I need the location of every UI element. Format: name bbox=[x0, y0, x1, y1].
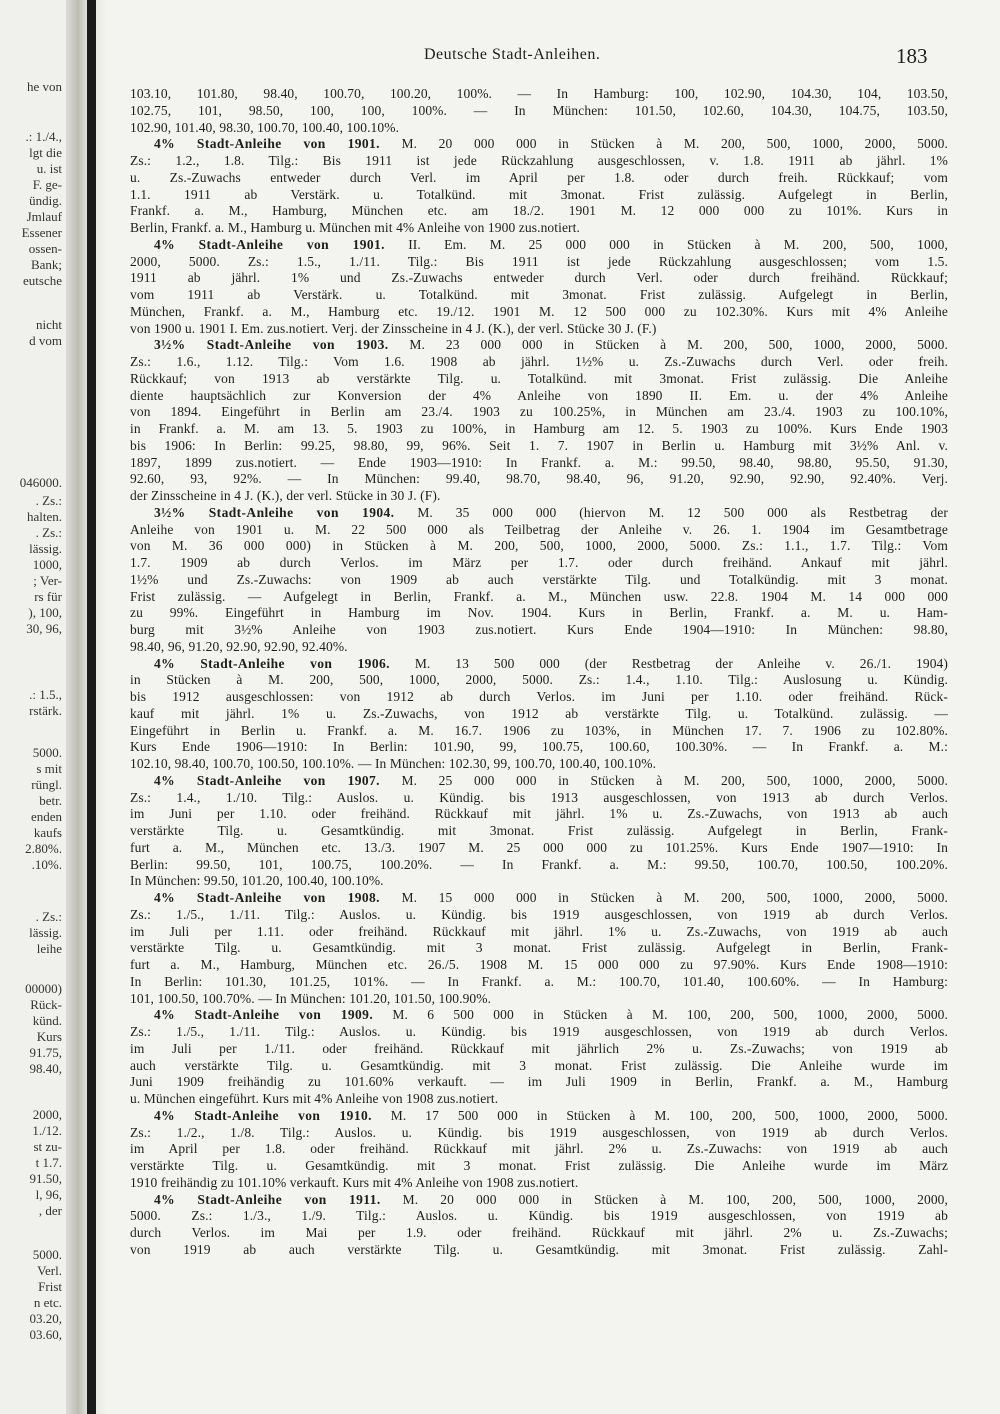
text-line bbox=[130, 220, 948, 237]
adjacent-page-fragment: u. ist bbox=[36, 161, 62, 176]
adjacent-page-fragment: 30, 96, bbox=[26, 621, 62, 636]
text-line bbox=[130, 873, 948, 890]
line-text: von 1900 u. 1901 I. Em. zus.notiert. Verj. der Zinsscheine in 4 J. (K.), der verl. Stücke 30 J. (F.) bbox=[130, 320, 657, 336]
line-text: 103.10, 101.80, 98.40, 100.70, 100.20, 100%. — In Hamburg: 100, 102.90, 104.30, 104, 103.50, bbox=[130, 86, 948, 101]
line-text: 1910 freihändig zu 101.10% verkauft. Kurs mit 4% Anleihe von 1908 zus.notiert. bbox=[130, 1174, 579, 1190]
adjacent-page-fragment: Frist bbox=[38, 1279, 62, 1294]
adjacent-page-fragment: 91.50, bbox=[29, 1171, 62, 1186]
line-text: durch Verlos. im Mai per 1.9. oder freihänd. Rückkauf mit jährl. 2% u. Zs.-Zuwachs; bbox=[130, 1225, 948, 1240]
line-text: Zs.: 1./5., 1./11. Tilg.: Auslos. u. Kündig. bis 1919 ausgeschlossen, von 1919 ab durch Verlos. bbox=[130, 906, 948, 922]
line-text: 1911 ab jährl. 1% und Zs.-Zuwachs entweder durch Verl. oder durch freihänd. Rückkauf; bbox=[130, 270, 948, 286]
adjacent-page-fragment: kaufs bbox=[33, 825, 62, 840]
adjacent-page-fragment: .10%. bbox=[31, 857, 62, 872]
loan-heading: 4% Stadt-Anleihe von 1910. bbox=[154, 1107, 372, 1123]
line-text: Kurs Ende 1906—1910: In Berlin: 101.90, 99, 100.75, 100.60, 100.30%. — In Frankf. a. M.: bbox=[130, 739, 948, 755]
text-line bbox=[130, 622, 948, 639]
adjacent-page-fragment: rstärk. bbox=[29, 703, 62, 718]
adjacent-page-fragment: 00000) bbox=[25, 981, 62, 996]
text-line bbox=[130, 823, 948, 840]
text-line bbox=[130, 739, 948, 756]
adjacent-page-fragment: st zu- bbox=[33, 1139, 62, 1154]
text-line bbox=[130, 254, 948, 271]
line-text: verstärkte Tilg. u. Gesamtkündig. mit 3monat. Frist zulässig. Aufgelegt in Berlin, Frank- bbox=[130, 823, 948, 838]
line-text: M. 17 500 000 in Stücken à M. 100, 200, 500, 1000, 2000, 5000. bbox=[371, 1107, 948, 1123]
text-line bbox=[130, 857, 948, 874]
text-line bbox=[130, 723, 948, 740]
adjacent-page-fragment: 1./12. bbox=[32, 1123, 62, 1138]
loan-heading: 4% Stadt-Anleihe von 1901. bbox=[154, 136, 380, 152]
text-line bbox=[130, 321, 948, 338]
line-text: M. 15 000 000 in Stücken à M. 200, 500, 1000, 2000, 5000. bbox=[379, 890, 948, 905]
line-text: Rückkauf; von 1913 ab verstärkte Tilg. u. Totalkünd. mit 3monat. Frist zulässig. Die Anleihe bbox=[130, 370, 948, 386]
adjacent-page-fragment: halten. bbox=[26, 509, 62, 524]
adjacent-page-fragment: .: 1./4., bbox=[25, 129, 62, 144]
text-line bbox=[130, 790, 948, 807]
text-line bbox=[130, 605, 948, 622]
adjacent-page-fragment: leihe bbox=[36, 941, 62, 956]
adjacent-page-strip bbox=[0, 0, 66, 1414]
spine-shadow bbox=[87, 0, 96, 1414]
section-heading-line bbox=[130, 505, 948, 522]
section-heading-line bbox=[130, 337, 948, 354]
adjacent-page-fragment: betr. bbox=[39, 793, 62, 808]
line-text: 1897, 1899 zus.notiert. — Ende 1903—1910: In Frankf. a. M.: 99.50, 98.40, 98.80, 95.50, 91.30, bbox=[130, 454, 948, 470]
line-text: Eingeführt in Berlin u. Frankf. a. M. 16.7. 1906 zu 103%, in München 17. 7. 1906 zu 102.80%. bbox=[130, 722, 948, 738]
text-line bbox=[130, 471, 948, 488]
adjacent-page-fragment: . Zs.: bbox=[35, 493, 62, 508]
line-text: in Frankf. a. M. am 13. 5. 1903 zu 100%, in Hamburg am 12. 5. 1903 zu 100%. Kurs Ende 1903 bbox=[130, 421, 948, 436]
line-text: Berlin, Frankf. a. M., Hamburg u. München mit 4% Anleihe von 1900 zus.notiert. bbox=[130, 220, 580, 235]
adjacent-page-fragment: enden bbox=[30, 809, 62, 824]
text-line bbox=[130, 304, 948, 321]
line-text: M. 20 000 000 in Stücken à M. 200, 500, 1000, 2000, 5000. bbox=[379, 136, 948, 152]
page-number: 183 bbox=[896, 44, 928, 68]
text-line bbox=[130, 371, 948, 388]
text-line bbox=[130, 957, 948, 974]
text-line bbox=[130, 1175, 948, 1192]
section-heading-line bbox=[130, 773, 948, 790]
adjacent-page-fragment: 98.40, bbox=[29, 1061, 62, 1076]
adjacent-page-fragment: 91.75, bbox=[29, 1045, 62, 1060]
adjacent-page-fragment: . Zs.: bbox=[35, 909, 62, 924]
line-text: 1.1. 1911 ab Verstärk. u. Totalkünd. mit 3monat. Frist zulässig. Aufgelegt in Berlin, bbox=[130, 186, 948, 202]
line-text: M. 6 500 000 in Stücken à M. 100, 200, 500, 1000, 2000, 5000. bbox=[373, 1007, 948, 1023]
line-text: bis 1906: In Berlin: 99.25, 98.80, 99, 96%. Seit 1. 7. 1907 in Berlin u. Hamburg mit 3½% Anl. v. bbox=[130, 437, 948, 453]
line-text: u. München eingeführt. Kurs mit 4% Anleihe von 1908 zus.notiert. bbox=[130, 1091, 499, 1106]
text-line bbox=[130, 1225, 948, 1242]
text-line bbox=[130, 1242, 948, 1259]
adjacent-page-fragment: ossen- bbox=[28, 241, 62, 256]
line-text: von 1919 ab auch verstärkte Tilg. u. Gesamtkündig. mit 3monat. Frist zulässig. Zahl- bbox=[130, 1241, 948, 1257]
loan-heading: 4% Stadt-Anleihe von 1908. bbox=[154, 890, 380, 905]
adjacent-page-fragment: , der bbox=[38, 1203, 62, 1218]
line-text: In Berlin: 101.30, 101.25, 101%. — In Frankf. a. M.: 100.70, 101.40, 100.60%. — In Hamburg: bbox=[130, 973, 948, 989]
adjacent-page-fragment: s mit bbox=[36, 761, 62, 776]
adjacent-page-fragment: 5000. bbox=[32, 745, 62, 760]
line-text: bis 1912 ausgeschlossen: von 1912 ab durch Verlos. im Juni per 1.10. oder freihänd. Rück- bbox=[130, 689, 948, 704]
book-gutter bbox=[66, 0, 106, 1414]
adjacent-page-fragment: eutsche bbox=[23, 273, 62, 288]
text-line bbox=[130, 270, 948, 287]
text-line bbox=[130, 287, 948, 304]
text-line bbox=[130, 672, 948, 689]
line-text: 102.90, 101.40, 98.30, 100.70, 100.40, 100.10%. bbox=[130, 119, 400, 135]
line-text: Zs.: 1./2., 1./8. Tilg.: Auslos. u. Kündig. bis 1919 ausgeschlossen, von 1919 ab durch Verlos. bbox=[130, 1124, 948, 1140]
text-line bbox=[130, 1024, 948, 1041]
section-heading-line bbox=[130, 136, 948, 153]
adjacent-page-fragment: 1000, bbox=[32, 557, 62, 572]
line-text: M. 20 000 000 in Stücken à M. 100, 200, 500, 1000, 2000, bbox=[380, 1191, 948, 1207]
text-line bbox=[130, 187, 948, 204]
adjacent-page-fragment: ündig. bbox=[29, 193, 62, 208]
adjacent-page-fragment: he von bbox=[26, 79, 62, 94]
line-text: Frist zulässig. — Aufgelegt in Berlin, Frankf. a. M., München usw. 22.8. 1904 M. 14 000 000 bbox=[130, 588, 948, 604]
adjacent-page-fragment: nicht bbox=[36, 317, 62, 332]
adjacent-page-fragment: ; Ver- bbox=[33, 573, 62, 588]
line-text: Juni 1909 freihändig zu 101.60% verkauft. — im Juli 1909 in Berlin, Frankf. a. M., Hamburg bbox=[130, 1074, 948, 1090]
loan-heading: 4% Stadt-Anleihe von 1911. bbox=[154, 1191, 381, 1207]
text-line bbox=[130, 1125, 948, 1142]
adjacent-page-fragment: d vom bbox=[29, 333, 62, 348]
text-line bbox=[130, 86, 948, 103]
line-text: im Juli per 1./11. oder freihänd. Rückkauf mit jährlich 2% u. Zs.-Zuwachs; von 1919 ab bbox=[130, 1040, 948, 1056]
adjacent-page-fragment: Rück- bbox=[30, 997, 62, 1012]
text-line bbox=[130, 940, 948, 957]
line-text: von M. 36 000 000) in Stücken à M. 200, 500, 1000, 2000, 5000. Zs.: 1.1., 1.7. Tilg.: Vom bbox=[130, 538, 948, 554]
adjacent-page-fragment: n etc. bbox=[33, 1295, 62, 1310]
adjacent-page-fragment: t 1.7. bbox=[35, 1155, 62, 1170]
adjacent-page-fragment: l, 96, bbox=[35, 1187, 62, 1202]
adjacent-page-fragment: Jmlauf bbox=[26, 209, 62, 224]
text-line bbox=[130, 120, 948, 137]
text-line bbox=[130, 589, 948, 606]
text-line bbox=[130, 170, 948, 187]
text-line bbox=[130, 522, 948, 539]
text-line bbox=[130, 639, 948, 656]
line-text: auch verstärkte Tilg. u. Gesamtkündig. mit 3 monat. Frist zulässig. Die Anleihe wurde im bbox=[130, 1057, 948, 1073]
text-line bbox=[130, 404, 948, 421]
adjacent-page-fragment: . Zs.: bbox=[35, 525, 62, 540]
section-heading-line bbox=[130, 1007, 948, 1024]
section-heading-line bbox=[130, 237, 948, 254]
line-text: zu 99%. Eingeführt in Hamburg im Nov. 1904. Kurs in Berlin, Frankf. a. M. u. Ham- bbox=[130, 605, 948, 621]
adjacent-page-fragment: Kurs bbox=[36, 1029, 62, 1044]
line-text: 1.7. 1909 ab durch Verlos. im März per 1.7. oder durch freihänd. Ankauf mit jährl. bbox=[130, 555, 948, 570]
text-line bbox=[130, 153, 948, 170]
loan-heading: 4% Stadt-Anleihe von 1901. bbox=[154, 236, 385, 252]
line-text: M. 23 000 000 in Stücken à M. 200, 500, 1000, 2000, 5000. bbox=[388, 337, 948, 353]
loan-heading: 4% Stadt-Anleihe von 1906. bbox=[154, 655, 390, 671]
line-text: verstärkte Tilg. u. Gesamtkündig. mit 3 monat. Frist zulässig. Die Anleihe wurde im März bbox=[130, 1158, 948, 1173]
loan-heading: 4% Stadt-Anleihe von 1907. bbox=[154, 772, 380, 788]
line-text: vom 1911 ab Verstärk. u. Totalkünd. mit 3monat. Frist zulässig. Aufgelegt in Berlin, bbox=[130, 287, 948, 302]
line-text: M. 13 500 000 (der Restbetrag der Anleihe v. 26./1. 1904) bbox=[389, 655, 948, 671]
text-line bbox=[130, 1091, 948, 1108]
adjacent-page-fragment: Verl. bbox=[37, 1263, 62, 1278]
line-text: M. 35 000 000 (hiervon M. 12 500 000 als Restbetrag der bbox=[394, 504, 948, 520]
text-line bbox=[130, 103, 948, 120]
line-text: Frankf. a. M., Hamburg, München etc. am 18./2. 1901 M. 12 000 000 zu 101%. Kurs in bbox=[130, 203, 948, 219]
line-text: furt a. M., München etc. 13./3. 1907 M. 25 000 000 zu 101.25%. Kurs Ende 1907—1910: In bbox=[130, 839, 948, 855]
body-text bbox=[130, 86, 948, 1259]
line-text: 92.60, 93, 92%. — In München: 99.40, 98.70, 98.40, 96, 91.20, 92.90, 92.90, 92.40%. Verj. bbox=[130, 471, 948, 487]
line-text: u. Zs.-Zuwachs entweder durch Verl. im April per 1.8. oder durch freih. Rückkauf; vom bbox=[130, 169, 948, 185]
adjacent-page-fragment: Essener bbox=[21, 225, 62, 240]
running-title: Deutsche Stadt-Anleihen. bbox=[424, 46, 601, 63]
adjacent-page-fragment: F. ge- bbox=[32, 177, 62, 192]
text-line bbox=[130, 991, 948, 1008]
text-line bbox=[130, 1208, 948, 1225]
adjacent-page-fragment: .: 1.5., bbox=[29, 687, 62, 702]
line-text: 1½% und Zs.-Zuwachs: von 1909 ab auch verstärkte Tilg. und Totalkündig. mit 3 monat. bbox=[130, 571, 948, 587]
line-text: furt a. M., Hamburg, München etc. 26./5. 1908 M. 15 000 000 zu 97.90%. Kurs Ende 1908—1910: bbox=[130, 957, 948, 972]
text-line bbox=[130, 455, 948, 472]
text-line bbox=[130, 806, 948, 823]
section-heading-line bbox=[130, 656, 948, 673]
line-text: verstärkte Tilg. u. Gesamtkündig. mit 3 monat. Frist zulässig. Aufgelegt in Berlin, Frank- bbox=[130, 940, 948, 956]
loan-heading: 4% Stadt-Anleihe von 1909. bbox=[154, 1007, 374, 1023]
adjacent-page-fragment: 2000, bbox=[32, 1107, 62, 1122]
adjacent-page-fragment: ), 100, bbox=[28, 605, 62, 620]
text-line bbox=[130, 1074, 948, 1091]
line-text: II. Em. M. 25 000 000 in Stücken à M. 200, 500, 1000, bbox=[384, 236, 948, 252]
adjacent-page-fragment: lässig. bbox=[29, 541, 62, 556]
line-text: kauf mit jährl. 1% u. Zs.-Zuwachs, von 1912 ab verstärkte Tilg. u. Totalkünd. zulässig. — bbox=[130, 705, 948, 721]
line-text: 2000, 5000. Zs.: 1.5., 1./11. Tilg.: Bis 1911 ist jede Rückzahlung ausgeschlossen; vom 1.5. bbox=[130, 253, 948, 269]
text-line bbox=[130, 1158, 948, 1175]
text-line bbox=[130, 538, 948, 555]
document-page bbox=[106, 0, 1000, 1414]
page-header bbox=[106, 46, 1000, 70]
line-text: 98.40, 96, 91.20, 92.90, 92.90, 92.40%. bbox=[130, 638, 348, 654]
line-text: von 1894. Eingeführt in Berlin am 23./4. 1903 zu 100.25%, in München am 23./4. 1903 zu 100.10%, bbox=[130, 404, 948, 420]
text-line bbox=[130, 1141, 948, 1158]
line-text: In München: 99.50, 101.20, 100.40, 100.10%. bbox=[130, 873, 384, 889]
line-text: der Zinsscheine in 4 J. (K.), der verl. Stücke in 30 J. (F). bbox=[130, 488, 441, 503]
text-line bbox=[130, 756, 948, 773]
text-line bbox=[130, 203, 948, 220]
text-line bbox=[130, 421, 948, 438]
text-line bbox=[130, 689, 948, 706]
line-text: Zs.: 1.6., 1.12. Tilg.: Vom 1.6. 1908 ab jährl. 1½% u. Zs.-Zuwachs durch Verl. oder freih. bbox=[130, 354, 948, 369]
line-text: München, Frankf. a. M., Hamburg etc. 19./12. 1901 M. 12 500 000 zu 102.30%. Kurs mit 4% Anleihe bbox=[130, 303, 948, 319]
line-text: im Juni per 1.10. oder freihänd. Rückkauf mit jährl. 1% u. Zs.-Zuwachs, von 1913 ab auch bbox=[130, 806, 948, 822]
text-line bbox=[130, 706, 948, 723]
line-text: Zs.: 1.2., 1.8. Tilg.: Bis 1911 ist jede Rückzahlung ausgeschlossen, v. 1.8. 1911 ab jährl. 1% bbox=[130, 153, 948, 168]
line-text: Zs.: 1.4., 1./10. Tilg.: Auslos. u. Kündig. bis 1913 ausgeschlossen, von 1913 ab durch Verlos. bbox=[130, 789, 948, 805]
text-line bbox=[130, 555, 948, 572]
adjacent-page-fragment: 03.60, bbox=[29, 1327, 62, 1342]
text-line bbox=[130, 388, 948, 405]
line-text: im April per 1.8. oder freihänd. Rückkauf mit jährl. 2% u. Zs.-Zuwachs: von 1919 ab auch bbox=[130, 1141, 948, 1157]
text-line bbox=[130, 488, 948, 505]
adjacent-page-fragment: künd. bbox=[32, 1013, 62, 1028]
text-line bbox=[130, 1041, 948, 1058]
adjacent-page-fragment: 5000. bbox=[32, 1247, 62, 1262]
adjacent-page-fragment: rüngl. bbox=[31, 777, 62, 792]
line-text: 102.75, 101, 98.50, 100, 100, 100%. — In München: 101.50, 102.60, 104.30, 104.75, 103.50, bbox=[130, 102, 948, 118]
adjacent-page-fragment: rs für bbox=[34, 589, 62, 604]
text-line bbox=[130, 840, 948, 857]
line-text: Zs.: 1./5., 1./11. Tilg.: Auslos. u. Kündig. bis 1919 ausgeschlossen, von 1919 ab durch Verlos. bbox=[130, 1024, 948, 1039]
line-text: diente hauptsächlich zur Konversion der 4% Anleihe von 1890 II. Em. u. der 4% Anleihe bbox=[130, 387, 948, 403]
line-text: 5000. Zs.: 1./3., 1./9. Tilg.: Auslos. u. Kündig. bis 1919 ausgeschlossen, von 1919 ab bbox=[130, 1208, 948, 1224]
line-text: Anleihe von 1901 u. M. 22 500 000 als Teilbetrag der Anleihe v. 26. 1. 1904 im Gesamtbetrage bbox=[130, 521, 948, 537]
text-line bbox=[130, 354, 948, 371]
line-text: 102.10, 98.40, 100.70, 100.50, 100.10%. — In München: 102.30, 99, 100.70, 100.40, 100.10%. bbox=[130, 756, 657, 771]
line-text: in Stücken à M. 200, 500, 1000, 2000, 5000. Zs.: 1.4., 1.10. Tilg.: Auslosung u. Kündig. bbox=[130, 672, 948, 688]
adjacent-page-fragment: 046000. bbox=[19, 475, 62, 490]
text-line bbox=[130, 924, 948, 941]
text-line bbox=[130, 438, 948, 455]
section-heading-line bbox=[130, 1192, 948, 1209]
line-text: Berlin: 99.50, 101, 100.75, 100.20%. — In Frankf. a. M.: 99.50, 100.70, 100.50, 100.20%. bbox=[130, 856, 948, 872]
text-line bbox=[130, 1058, 948, 1075]
line-text: burg mit 3½% Anleihe von 1903 zus.notiert. Kurs Ende 1904—1910: In München: 98.80, bbox=[130, 622, 948, 637]
adjacent-page-fragment: 03.20, bbox=[29, 1311, 62, 1326]
text-line bbox=[130, 572, 948, 589]
adjacent-page-fragment: lässig. bbox=[29, 925, 62, 940]
line-text: im Juli per 1.11. oder freihänd. Rückkauf mit jährl. 1% u. Zs.-Zuwachs, von 1919 ab auch bbox=[130, 923, 948, 939]
adjacent-page-fragment: 2.80%. bbox=[25, 841, 62, 856]
adjacent-page-fragment: Bank; bbox=[30, 257, 62, 272]
text-line bbox=[130, 907, 948, 924]
line-text: M. 25 000 000 in Stücken à M. 200, 500, 1000, 2000, 5000. bbox=[379, 772, 948, 788]
line-text: 101, 100.50, 100.70%. — In München: 101.20, 101.50, 100.90%. bbox=[130, 990, 492, 1006]
adjacent-page-fragment: lgt die bbox=[29, 145, 62, 160]
text-line bbox=[130, 974, 948, 991]
section-heading-line bbox=[130, 890, 948, 907]
loan-heading: 3½% Stadt-Anleihe von 1903. bbox=[154, 337, 389, 353]
loan-heading: 3½% Stadt-Anleihe von 1904. bbox=[154, 504, 395, 520]
section-heading-line bbox=[130, 1108, 948, 1125]
